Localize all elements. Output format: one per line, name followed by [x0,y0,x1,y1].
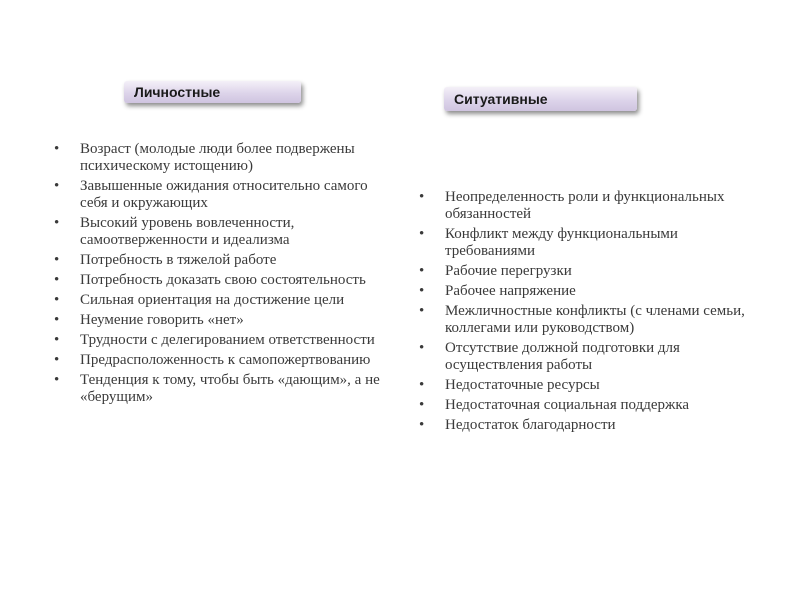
list-item: • Возраст (молодые люди более подвержены психическому истощению) [54,141,384,175]
list-item: • Недостаточные ресурсы [419,377,764,394]
list-item: • Недостаток благодарности [419,417,764,434]
list-item: • Предрасположенность к самопожертвованию [54,352,384,369]
list-item: • Неопределенность роли и функциональных обязанностей [419,189,764,223]
list-item: • Отсутствие должной подготовки для осуществления работы [419,340,764,374]
list-item: • Потребность доказать свою состоятельность [54,272,384,289]
list-item: • Высокий уровень вовлеченности, самоотверженности и идеализма [54,215,384,249]
situational-factors-header: Ситуативные [444,87,637,111]
situational-factors-list [419,189,764,437]
list-item: • Неумение говорить «нет» [54,312,384,329]
list-item: • Завышенные ожидания относительно самого себя и окружающих [54,178,384,212]
list-item: • Потребность в тяжелой работе [54,252,384,269]
list-item: • Конфликт между функциональными требованиями [419,226,764,260]
list-item: • Недостаточная социальная поддержка [419,397,764,414]
personal-factors-list [54,141,384,409]
list-item: • Тенденция к тому, чтобы быть «дающим», а не «берущим» [54,372,384,406]
list-item: • Трудности с делегированием ответственности [54,332,384,349]
list-item: • Межличностные конфликты (с членами семьи, коллегами или руководством) [419,303,764,337]
list-item: • Рабочие перегрузки [419,263,764,280]
personal-factors-header: Личностные [124,81,301,103]
list-item: • Сильная ориентация на достижение цели [54,292,384,309]
list-item: • Рабочее напряжение [419,283,764,300]
